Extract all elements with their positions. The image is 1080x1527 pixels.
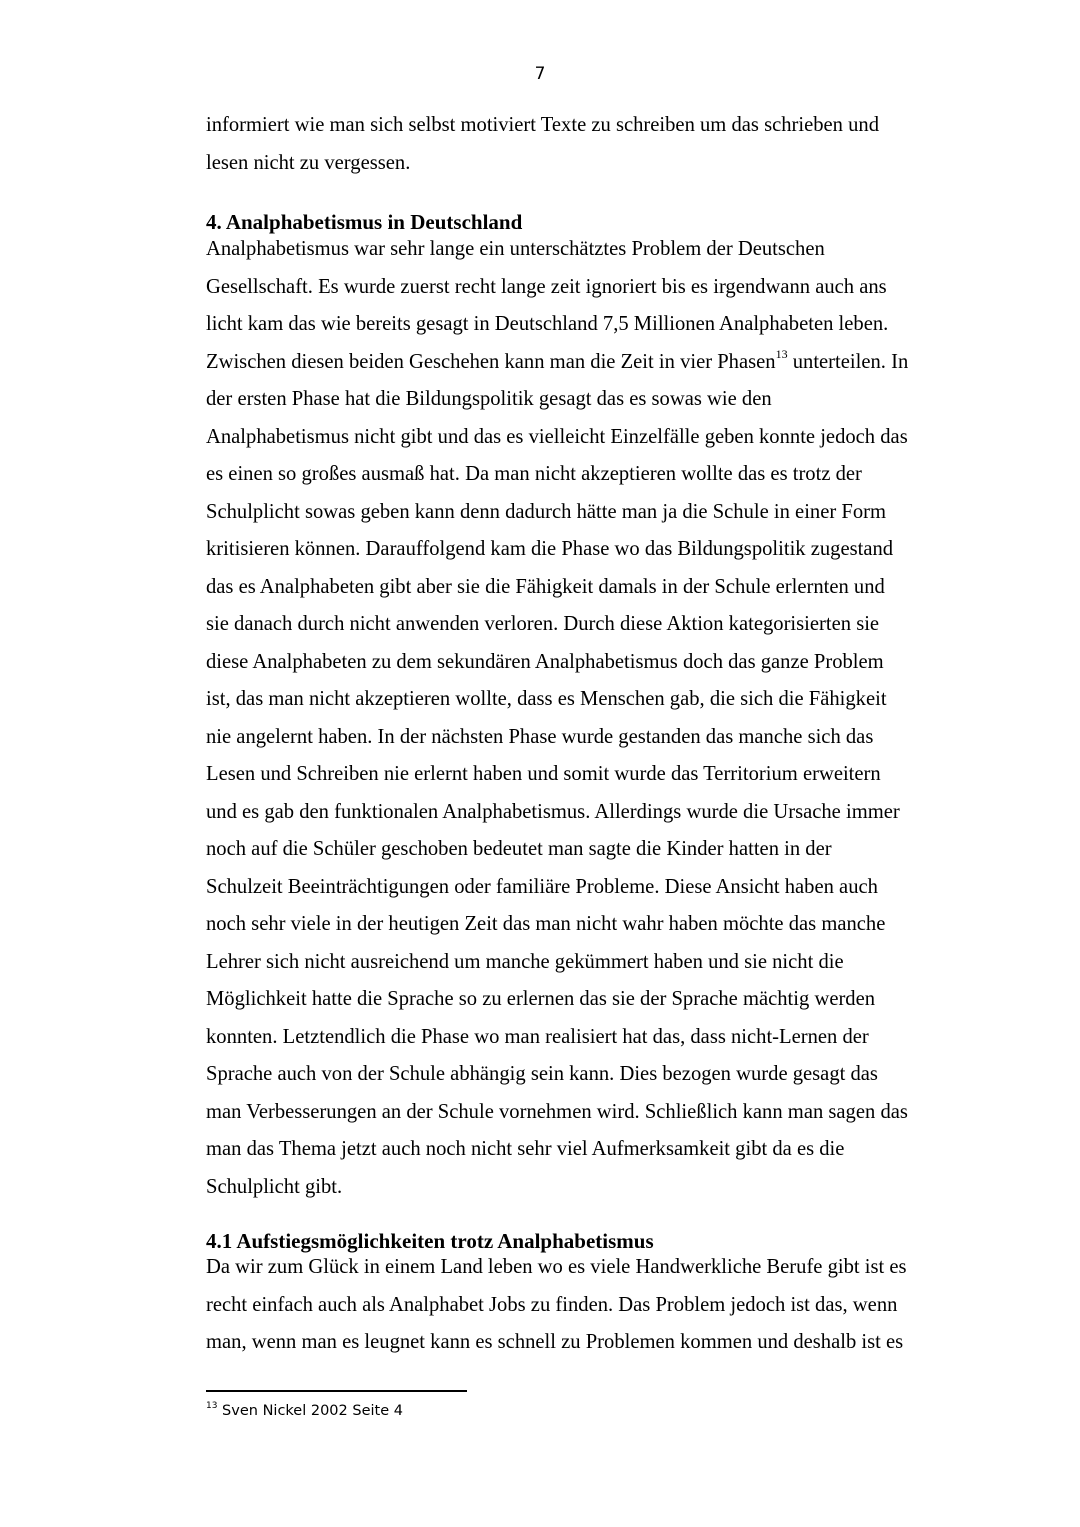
text-line: licht kam das wie bereits gesagt in Deutschland 7,5 Millionen Analphabeten leben. [206, 313, 889, 335]
text-line: noch auf die Schüler geschoben bedeutet man sagte die Kinder hatten in der [206, 838, 832, 860]
text-line: Schulplicht gibt. [206, 1175, 343, 1198]
footnote-reference: 13 [775, 346, 788, 361]
text-line: ist, das man nicht akzeptieren wollte, dass es Menschen gab, die sich die Fähigkeit [206, 688, 887, 710]
section-4-paragraph [206, 231, 966, 1206]
text-line: das es Analphabeten gibt aber sie die Fähigkeit damals in der Schule erlernten und [206, 575, 885, 598]
text-line: Schulzeit Beeinträchtigungen oder familiäre Probleme. Diese Ansicht haben auch [206, 875, 878, 898]
text-line: man, wenn man es leugnet kann es schnell zu Problemen kommen und deshalb ist es [206, 1331, 904, 1353]
footnote-text: Sven Nickel 2002 Seite 4 [217, 1403, 403, 1419]
page-number: 7 [534, 64, 546, 84]
text-line: es einen so großes ausmaß hat. Da man nicht akzeptieren wollte das es trotz der [206, 463, 862, 485]
text-segment: Zwischen diesen beiden Geschehen kann man die Zeit in vier Phasen [206, 350, 776, 373]
text-segment: unterteilen. In [787, 350, 909, 373]
text-line: der ersten Phase hat die Bildungspolitik gesagt das es sowas wie den [206, 388, 772, 410]
text-line: Lesen und Schreiben nie erlernt haben und somit wurde das Territorium erweitern [206, 763, 881, 785]
text-line: noch sehr viele in der heutigen Zeit das man nicht wahr haben möchte das manche [206, 913, 886, 935]
text-line: recht einfach auch als Analphabet Jobs zu finden. Das Problem jedoch ist das, wenn [206, 1293, 898, 1316]
footnote [206, 1403, 403, 1419]
text-line: informiert wie man sich selbst motiviert Texte zu schreiben um das schrieben und [206, 114, 880, 136]
text-line: Sprache auch von der Schule abhängig sein kann. Dies bezogen wurde gesagt das [206, 1063, 878, 1085]
text-line: und es gab den funktionalen Analphabetismus. Allerdings wurde die Ursache immer [206, 800, 900, 823]
text-line: Lehrer sich nicht ausreichend um manche gekümmert haben und sie nicht die [206, 950, 844, 973]
text-line: lesen nicht zu vergessen. [206, 151, 411, 174]
footnote-mark: 13 [206, 1401, 218, 1412]
text-line: sie danach durch nicht anwenden verloren. Durch diese Aktion kategorisierten sie [206, 613, 880, 635]
text-line: man Verbesserungen an der Schule vornehmen wird. Schließlich kann man sagen das [206, 1100, 908, 1123]
footnote-separator [206, 1390, 467, 1392]
text-line: diese Analphabeten zu dem sekundären Analphabetismus doch das ganze Problem [206, 650, 884, 673]
text-line: Analphabetismus nicht gibt und das es vielleicht Einzelfälle geben konnte jedoch das [206, 425, 908, 448]
text-line: Schulplicht sowas geben kann denn dadurch hätte man ja die Schule in einer Form [206, 500, 886, 523]
subsection-heading: 4.1 Aufstiegsmöglichkeiten trotz Analphabetismus [206, 1229, 654, 1253]
text-line-with-footnote-ref [206, 344, 966, 382]
text-line: nie angelernt haben. In der nächsten Phase wurde gestanden das manche sich das [206, 725, 874, 748]
section-heading: 4. Analphabetismus in Deutschland [206, 210, 523, 234]
text-line: Möglichkeit hatte die Sprache so zu erlernen das sie der Sprache mächtig werden [206, 988, 876, 1010]
text-line: konnten. Letztendlich die Phase wo man realisiert hat das, dass nicht-Lernen der [206, 1025, 869, 1048]
text-line: Da wir zum Glück in einem Land leben wo es viele Handwerkliche Berufe gibt ist es [206, 1256, 907, 1278]
text-line: Gesellschaft. Es wurde zuerst recht lange zeit ignoriert bis es irgendwann auch ans [206, 275, 887, 298]
text-line: kritisieren können. Darauffolgend kam die Phase wo das Bildungspolitik zugestand [206, 538, 894, 560]
text-line: man das Thema jetzt auch noch nicht sehr viel Aufmerksamkeit gibt da es die [206, 1138, 845, 1160]
intro-paragraph [206, 107, 966, 182]
section-4-1-paragraph [206, 1249, 966, 1362]
text-line: Analphabetismus war sehr lange ein unterschätztes Problem der Deutschen [206, 238, 825, 260]
